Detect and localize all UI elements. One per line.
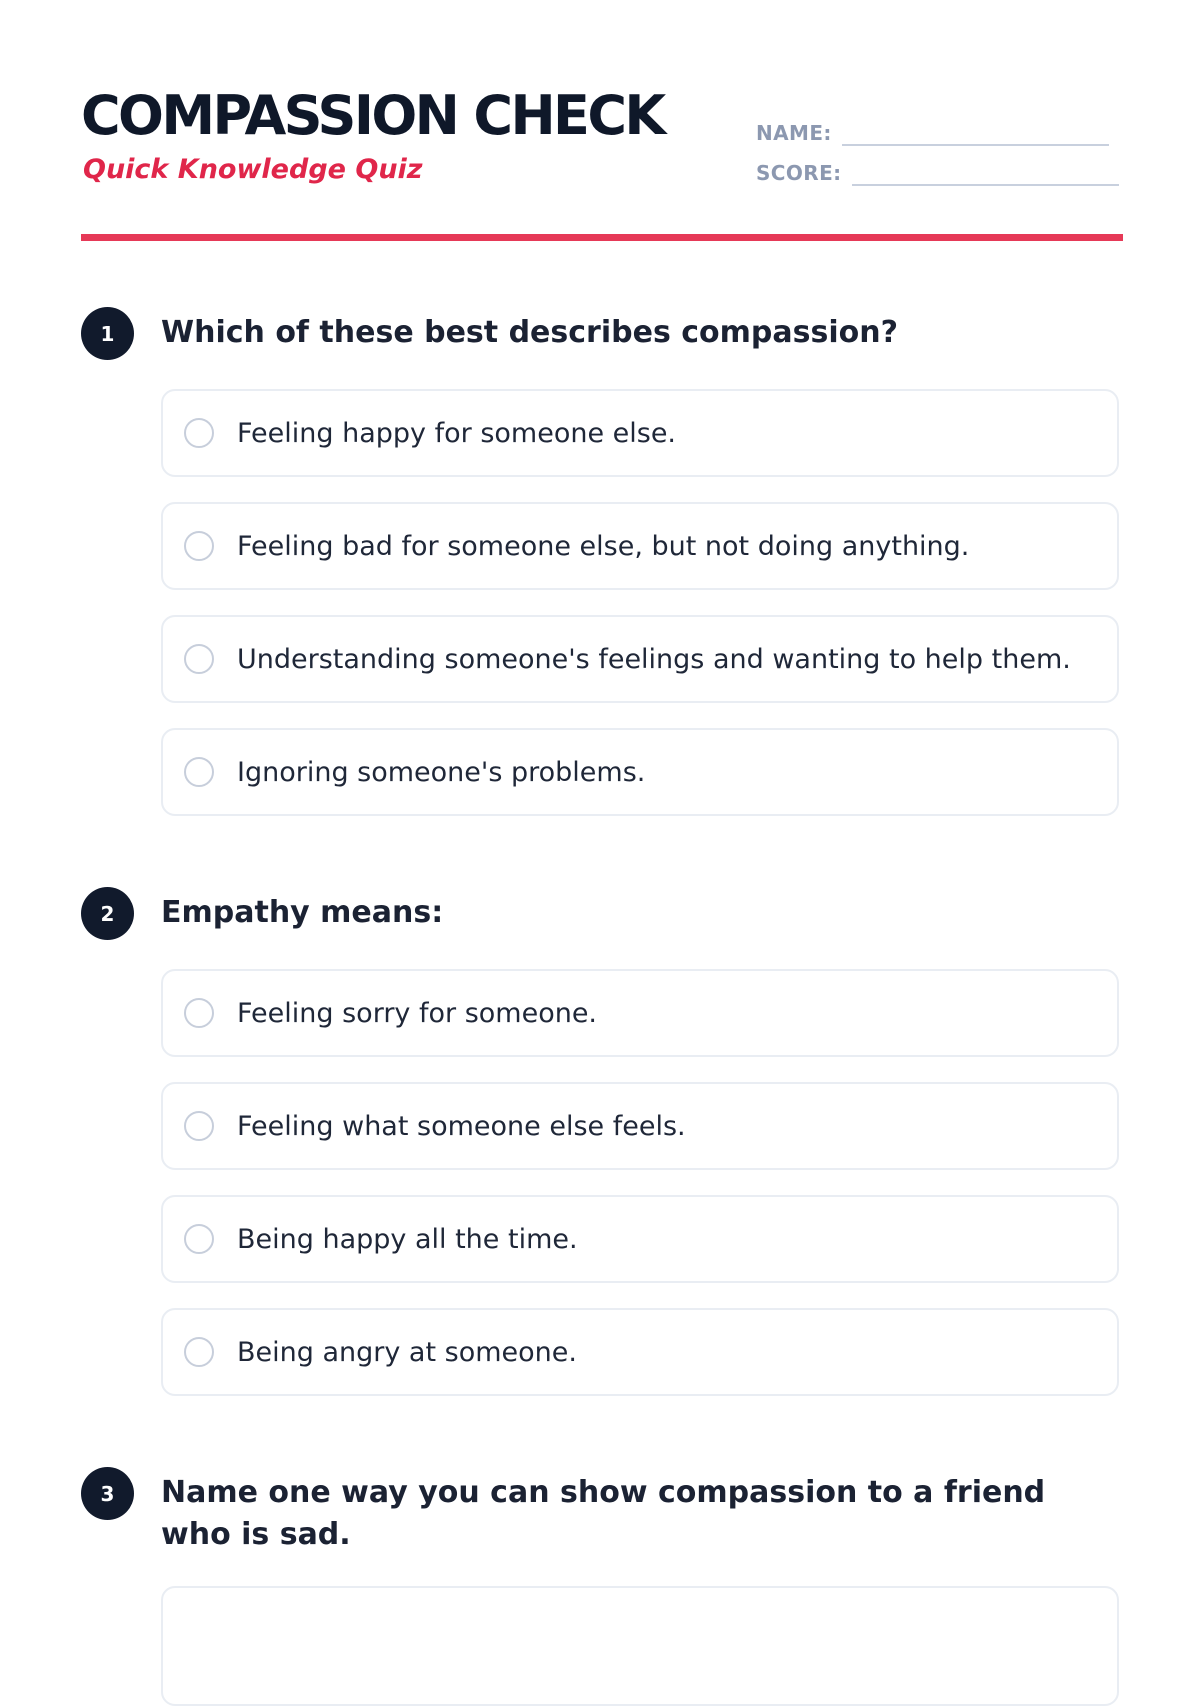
answer-option[interactable]: [161, 502, 1119, 590]
header-divider: [81, 234, 1123, 241]
answer-option[interactable]: [161, 1308, 1119, 1396]
answer-option[interactable]: [161, 728, 1119, 816]
quiz-page: [81, 0, 1123, 1552]
question-number-badge: 3: [81, 1467, 134, 1520]
option-label: Being angry at someone.: [237, 1336, 577, 1368]
score-field[interactable]: [852, 160, 1119, 186]
radio-button[interactable]: [184, 418, 214, 448]
option-label: Being happy all the time.: [237, 1223, 578, 1255]
option-label: Feeling bad for someone else, but not doing anything.: [237, 530, 970, 562]
question-number-badge: 1: [81, 307, 134, 360]
option-label: Feeling sorry for someone.: [237, 997, 598, 1029]
page-title: COMPASSION CHECK: [81, 84, 664, 147]
answer-option[interactable]: [161, 615, 1119, 703]
question-text: Empathy means:: [161, 895, 444, 930]
page-subtitle: Quick Knowledge Quiz: [83, 154, 423, 185]
score-row: [756, 160, 1119, 186]
option-label: Ignoring someone's problems.: [237, 756, 646, 788]
name-field[interactable]: [842, 120, 1109, 146]
answer-option[interactable]: [161, 389, 1119, 477]
option-label: Understanding someone's feelings and wanting to help them.: [237, 643, 1071, 675]
answer-option[interactable]: [161, 969, 1119, 1057]
name-row: [756, 120, 1109, 146]
radio-button[interactable]: [184, 1337, 214, 1367]
radio-button[interactable]: [184, 644, 214, 674]
radio-button[interactable]: [184, 1224, 214, 1254]
name-label: NAME:: [756, 121, 832, 145]
score-label: SCORE:: [756, 161, 842, 185]
radio-button[interactable]: [184, 531, 214, 561]
option-label: Feeling happy for someone else.: [237, 417, 677, 449]
answer-option[interactable]: [161, 1082, 1119, 1170]
radio-button[interactable]: [184, 998, 214, 1028]
question-text: Which of these best describes compassion?: [161, 315, 898, 350]
quiz-header: [81, 0, 1123, 243]
answer-text-area[interactable]: [161, 1586, 1119, 1706]
radio-button[interactable]: [184, 757, 214, 787]
answer-option[interactable]: [161, 1195, 1119, 1283]
question-number-badge: 2: [81, 887, 134, 940]
question-text: Name one way you can show compassion to a friend who is sad.: [161, 1475, 1046, 1552]
radio-button[interactable]: [184, 1111, 214, 1141]
option-label: Feeling what someone else feels.: [237, 1110, 686, 1142]
